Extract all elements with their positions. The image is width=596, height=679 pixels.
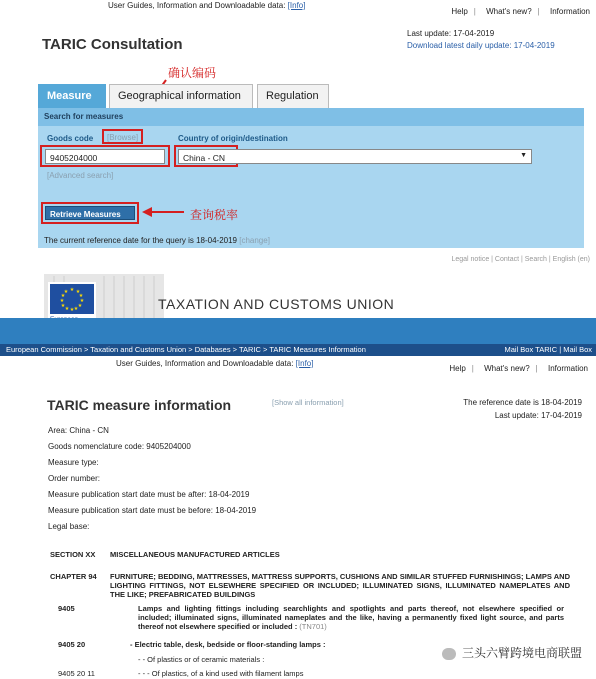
search-header: Search for measures xyxy=(38,108,584,126)
svg-text:★: ★ xyxy=(75,289,81,295)
update-info xyxy=(407,28,555,52)
section-code: SECTION XX xyxy=(50,550,96,559)
heading-94052011-text: - - - Of plastics, of a kind used with filament lamps xyxy=(138,669,304,678)
heading-940520-text: - Electric table, desk, bedside or floor-standing lamps : xyxy=(130,640,326,649)
country-select[interactable] xyxy=(178,149,532,164)
section-text: MISCELLANEOUS MANUFACTURED ARTICLES xyxy=(110,550,280,559)
svg-text:★: ★ xyxy=(77,303,83,309)
ec-blue-bar xyxy=(0,318,596,344)
goods-nomenclature-field: Goods nomenclature code: 9405204000 xyxy=(48,442,191,451)
tab-regulation[interactable]: Regulation xyxy=(257,84,329,108)
heading-9405-code: 9405 xyxy=(58,604,75,613)
annotation-arrow-icon xyxy=(140,204,186,220)
order-number-field: Order number: xyxy=(48,474,101,483)
info-link[interactable]: [Info] xyxy=(287,1,306,10)
start-before-field: Measure publication start date must be before: 18-04-2019 xyxy=(48,506,257,515)
measure-dates xyxy=(451,396,582,422)
reference-date-text xyxy=(44,236,270,245)
svg-text:★: ★ xyxy=(60,303,66,309)
tab-geographical-information[interactable]: Geographical information xyxy=(109,84,253,108)
top-utility-bar xyxy=(0,0,596,20)
goods-code-input[interactable]: 9405204000 xyxy=(45,149,165,164)
start-after-field: Measure publication start date must be after: 18-04-2019 xyxy=(48,490,250,499)
user-guides-label-2: User Guides, Information and Downloadable data: xyxy=(116,359,294,368)
advanced-search-link[interactable]: [Advanced search] xyxy=(47,171,114,180)
annotation-query-rate: 查询税率 xyxy=(190,208,239,222)
goods-code-label xyxy=(47,134,93,143)
user-guides-text-2 xyxy=(116,359,313,368)
page-title: TARIC Consultation xyxy=(42,36,183,53)
heading-94052011-code: 9405 20 11 xyxy=(58,669,95,678)
ec-header xyxy=(0,256,596,318)
reference-date: The reference date is 18-04-2019 xyxy=(463,398,582,407)
browse-highlight xyxy=(102,129,143,144)
watermark-text: 三头六臂跨境电商联盟 xyxy=(461,646,582,660)
plastics-subheading: - - Of plastics or of ceramic materials : xyxy=(138,655,265,664)
retrieve-measures-button[interactable]: Retrieve Measures xyxy=(45,206,135,220)
heading-9405-description: Lamps and lighting fittings including searchlights and spotlights and parts thereof, not elsewhere specified or included; illuminated signs, illuminated nameplates and the like, having a permanently fixed light source, and parts thereof not elsewhere specified or included : xyxy=(138,604,564,631)
eu-stars-icon xyxy=(50,284,94,314)
eu-flag-icon xyxy=(50,284,94,314)
measure-info-title: TARIC measure information xyxy=(47,397,232,413)
information-link-2[interactable]: Information xyxy=(547,364,588,373)
breadcrumb-path[interactable]: European Commission > Taxation and Customs Union > Databases > TARIC > TARIC Measures Information xyxy=(6,345,366,354)
chapter-code: CHAPTER 94 xyxy=(50,572,97,581)
wechat-icon xyxy=(442,648,456,660)
whats-new-link[interactable]: What's new? xyxy=(486,7,532,16)
country-selected-value: China - CN xyxy=(183,153,226,163)
svg-text:★: ★ xyxy=(79,298,85,304)
svg-text:★: ★ xyxy=(63,289,69,295)
watermark xyxy=(442,644,582,661)
last-update: Last update: 17-04-2019 xyxy=(494,411,582,420)
legal-base-field: Legal base: xyxy=(48,522,90,531)
area-field: Area: China - CN xyxy=(48,426,109,435)
measure-type-field: Measure type: xyxy=(48,458,99,467)
reference-date-value: The current reference date for the query is 18-04-2019 xyxy=(44,236,237,245)
chevron-down-icon: ▼ xyxy=(520,152,527,159)
show-all-link[interactable]: [Show all information] xyxy=(272,398,344,407)
whats-new-link-2[interactable]: What's new? xyxy=(484,364,530,373)
svg-text:★: ★ xyxy=(73,306,79,312)
heading-940520-code: 9405 20 xyxy=(58,640,86,649)
information-link[interactable]: Information xyxy=(549,7,590,16)
search-panel xyxy=(38,108,584,248)
tn-note[interactable]: (TN701) xyxy=(299,622,327,631)
last-update-text: Last update: 17-04-2019 xyxy=(407,29,495,38)
info-link-2[interactable]: [Info] xyxy=(295,359,314,368)
change-link[interactable]: [change] xyxy=(239,236,270,245)
svg-text:★: ★ xyxy=(78,293,84,299)
ec-mini-links[interactable]: Legal notice | Contact | Search | English (en) xyxy=(451,256,590,263)
measure-fields xyxy=(48,423,256,535)
annotation-confirm-code: 确认编码 xyxy=(168,66,217,80)
tab-measure[interactable]: Measure xyxy=(38,84,106,108)
browse-link[interactable]: [Browse] xyxy=(107,133,139,142)
taxation-customs-union-title: TAXATION AND CUSTOMS UNION xyxy=(158,296,395,312)
user-guides-text xyxy=(108,1,305,10)
help-link[interactable]: Help xyxy=(451,7,468,16)
svg-text:★: ★ xyxy=(64,306,70,312)
download-update-link[interactable]: Download latest daily update: 17-04-2019 xyxy=(407,41,555,50)
user-guides-label: User Guides, Information and Downloadable data: xyxy=(108,1,286,10)
svg-text:★: ★ xyxy=(59,298,65,304)
svg-text:★: ★ xyxy=(69,307,75,313)
svg-text:★: ★ xyxy=(60,293,66,299)
top-right-links: Help | What's new? | Information xyxy=(451,7,590,16)
country-label: Country of origin/destination xyxy=(178,134,288,143)
svg-text:★: ★ xyxy=(69,287,75,293)
goods-code-label-text: Goods code xyxy=(47,134,94,143)
help-link-2[interactable]: Help xyxy=(449,364,466,373)
heading-9405-text xyxy=(138,604,564,631)
ec-building-graphic xyxy=(24,264,174,318)
breadcrumb xyxy=(0,344,596,356)
top-right-links-2: Help | What's new? | Information xyxy=(449,364,588,373)
chapter-text: FURNITURE; BEDDING, MATTRESSES, MATTRESS SUPPORTS, CUSHIONS AND SIMILAR STUFFED FURNISHINGS; LAMPS AND LIGHTING FITTINGS, NOT ELSEWHERE SPECIFIED OR INCLUDED; ILLUMINATED SIGNS, ILLUMINATED NAMEPLATES AND THE LIKE; PREFABRICATED BUILDINGS xyxy=(110,572,570,599)
mailbox-links[interactable]: Mail Box TARIC | Mail Box xyxy=(504,345,592,354)
